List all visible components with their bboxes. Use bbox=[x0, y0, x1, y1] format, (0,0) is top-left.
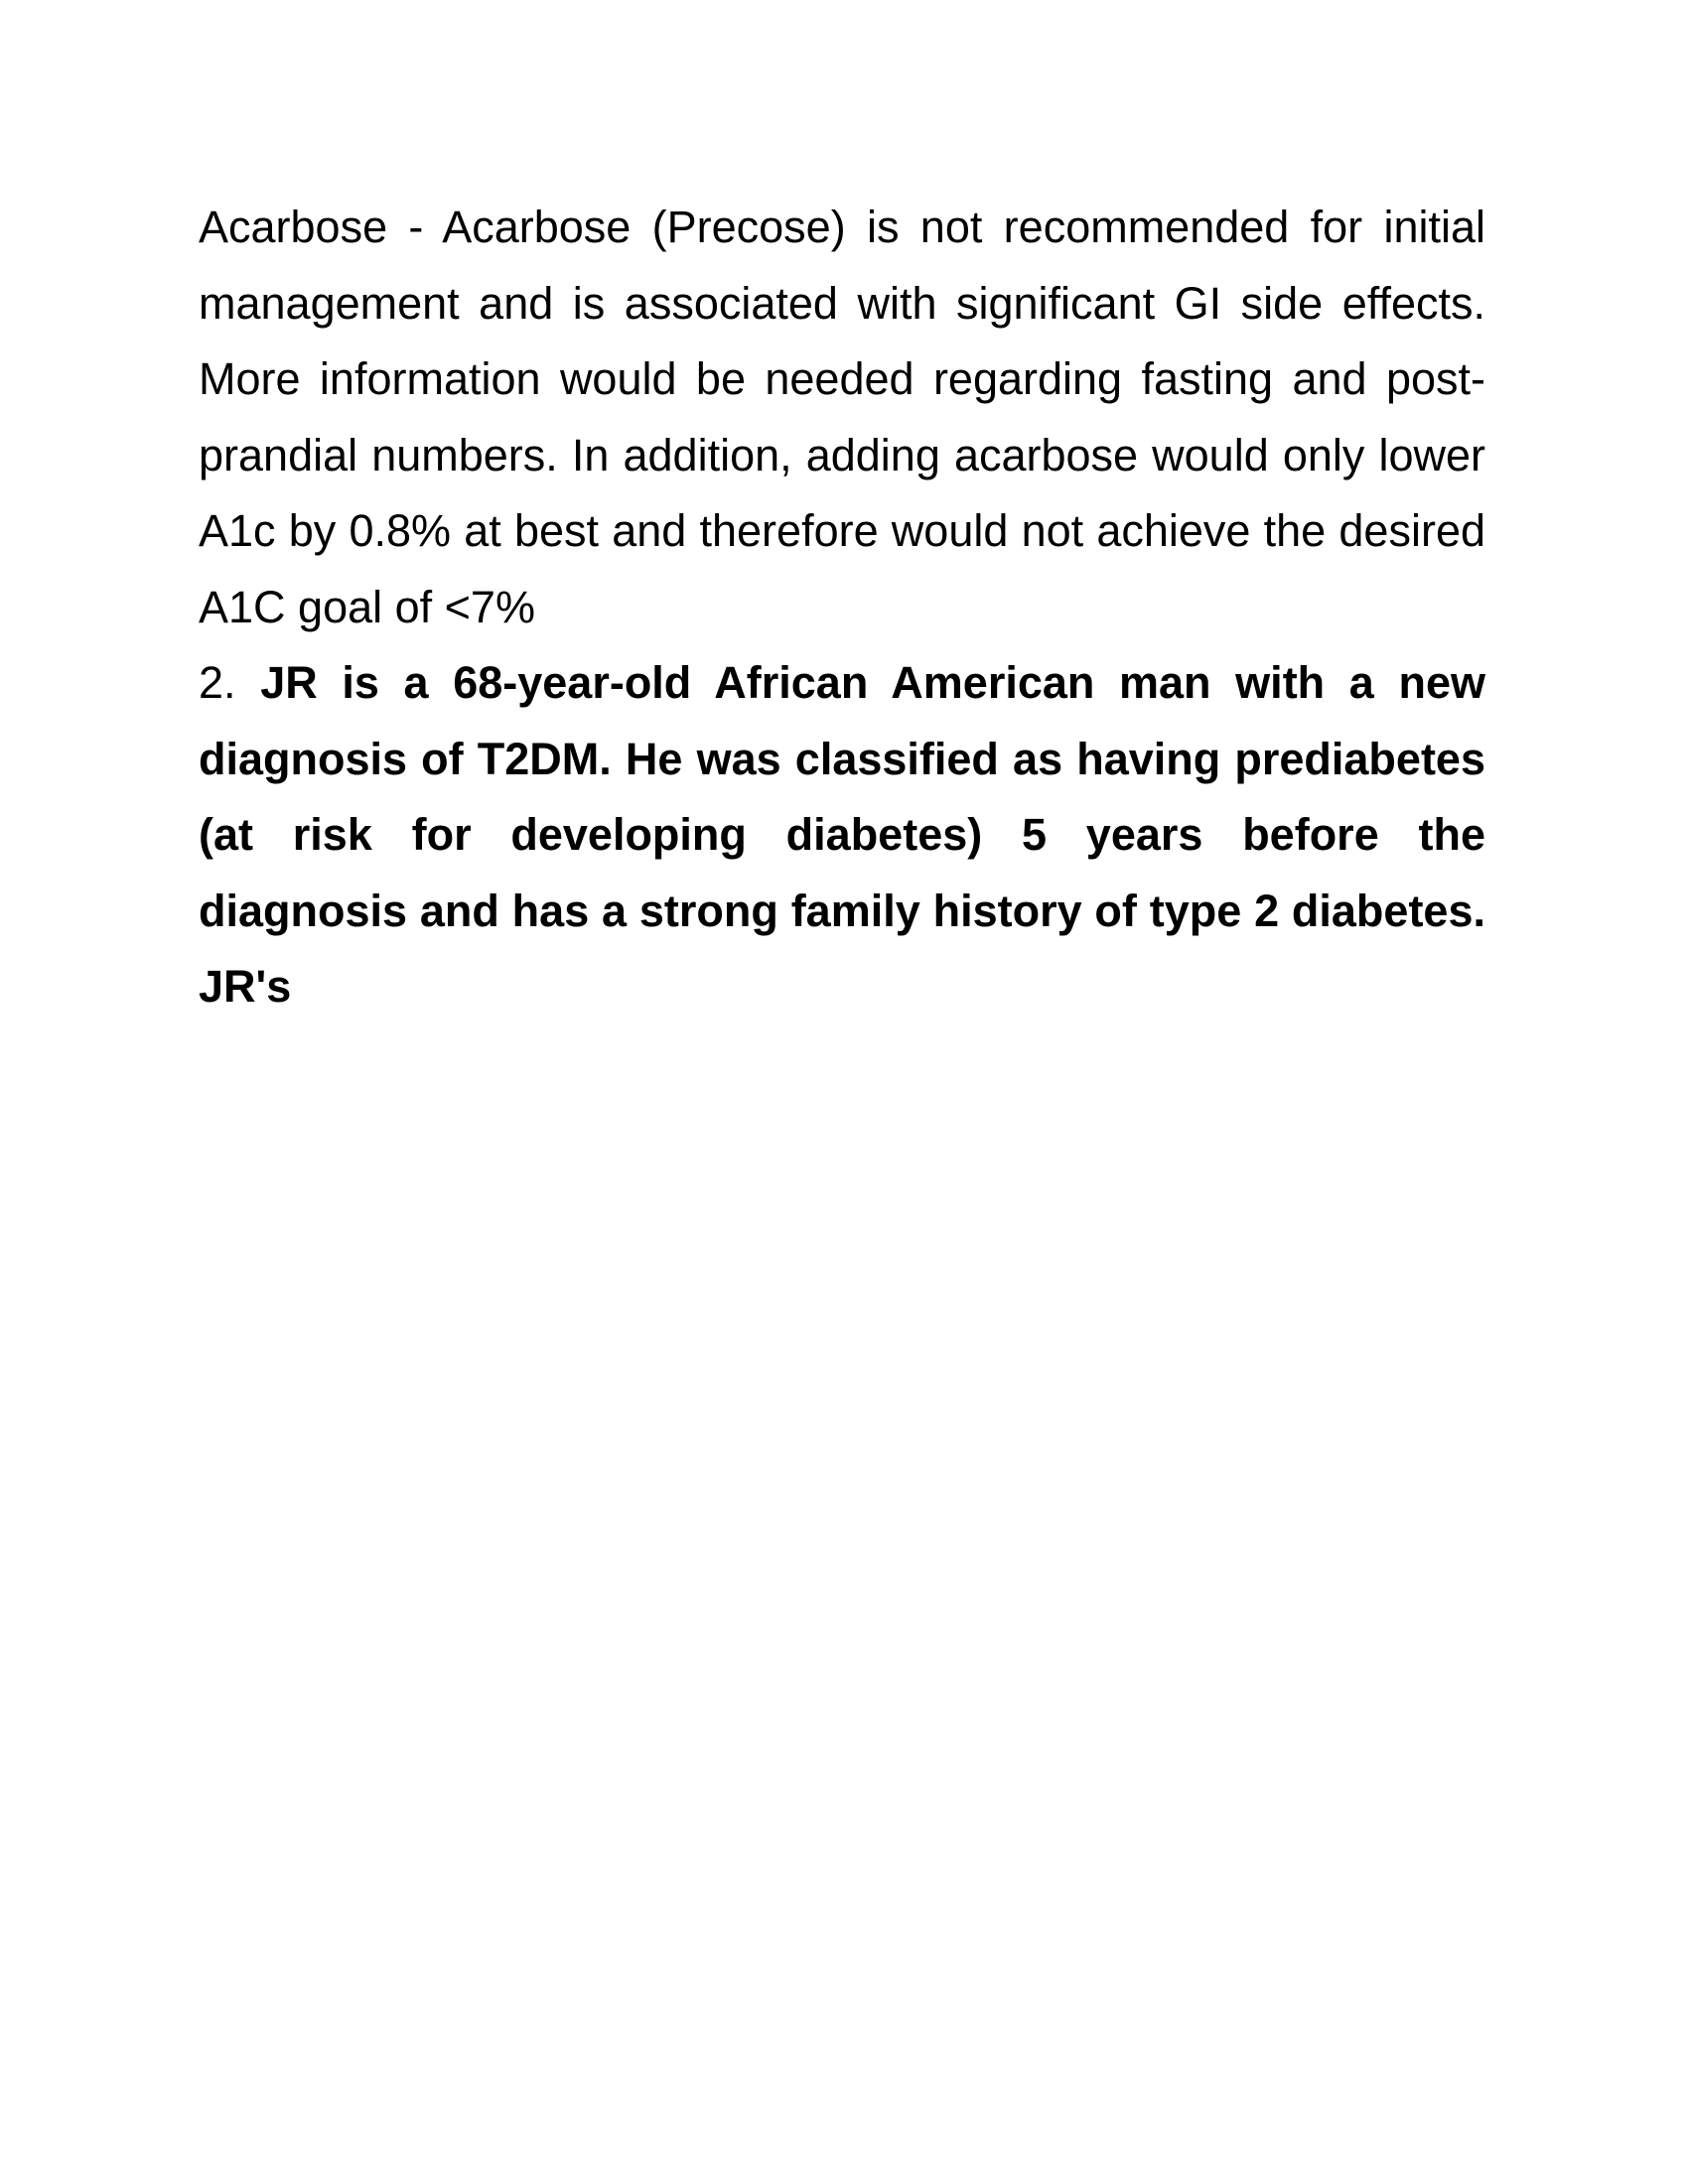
document-body bbox=[199, 190, 1485, 1025]
question-paragraph bbox=[199, 645, 1485, 1025]
question-number: 2. bbox=[199, 657, 236, 708]
answer-explanation-paragraph: Acarbose - Acarbose (Precose) is not recommended for initial management and is associated with significant GI side effects. More information would be needed regarding fasting and post-prandial numbers. In addition, adding acarbose would only lower A1c by 0.8% at best and therefore would not achieve the desired A1C goal of <7% bbox=[199, 202, 1485, 632]
question-text: JR is a 68-year-old African American man with a new diagnosis of T2DM. He was classified as having prediabetes (at risk for developing diabetes) 5 years before the diagnosis and has a strong family history of type 2 diabetes. JR's bbox=[199, 657, 1485, 1012]
